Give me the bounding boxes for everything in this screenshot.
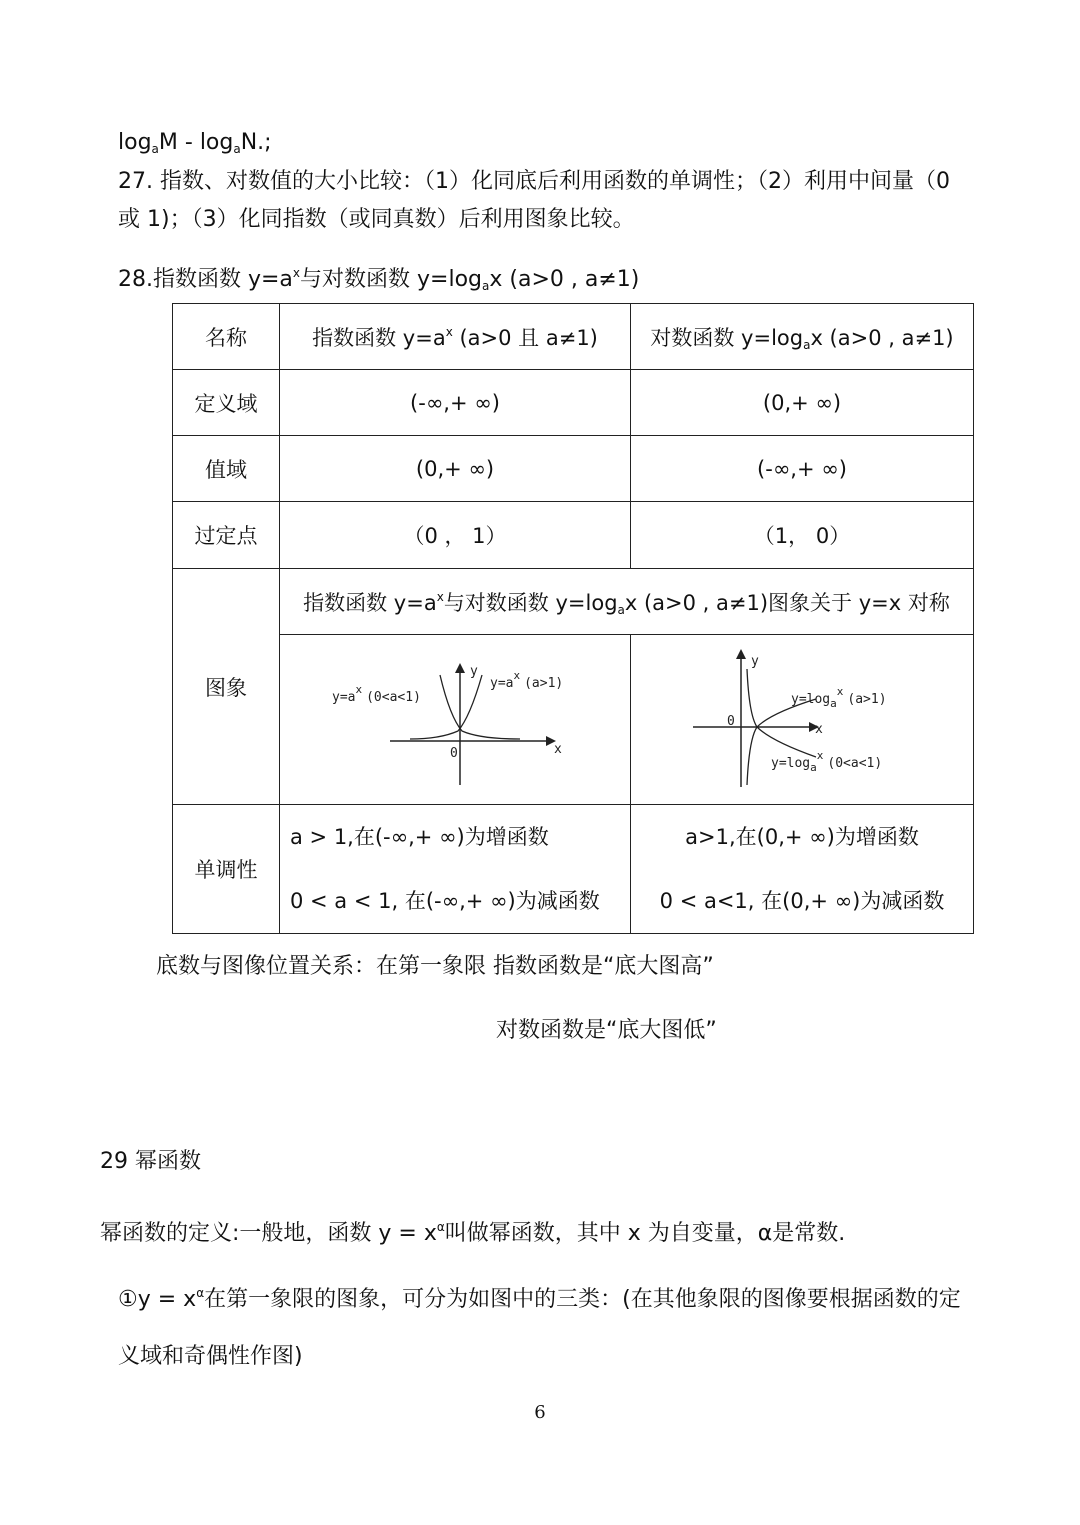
y-arrow-icon xyxy=(736,649,746,659)
label-upper: $y=\log_a^x(a>1)$ xyxy=(791,685,887,710)
symmetry-note: 指数函数 $y=a^x$与对数函数 $y=\log_ax$ (a>0 , a≠1)图象关于 y=x 对称 xyxy=(280,569,974,635)
item29-definition: 幂函数的定义:一般地，函数 $y = x^\alpha$叫做幂函数，其中 x 为自变量，α是常数. xyxy=(100,1220,846,1246)
label-left: $y=a^x(0<a<1)$ xyxy=(332,683,421,705)
curve-increasing xyxy=(747,699,816,785)
item29-point1: ①y = $x^\alpha$在第一象限的图象，可分为如图中的三类：(在其他象限的图像要根据函数的定 xyxy=(118,1286,961,1312)
y-label: y xyxy=(751,654,759,669)
y-arrow-icon xyxy=(455,663,465,673)
origin-label: 0 xyxy=(727,714,735,729)
exp-graph-cell xyxy=(280,635,631,805)
row-exp-value: (0,+ ∞) xyxy=(280,436,631,502)
item27-line1: 27. 指数、对数值的大小比较：（1）化同底后利用函数的单调性；（2）利用中间量（0 xyxy=(118,169,950,194)
formula-line: $\log_aM - \log_aN$.; xyxy=(118,130,272,156)
item29-title: 29 幂函数 xyxy=(100,1149,201,1174)
table-row xyxy=(173,370,974,436)
row-label: 值域 xyxy=(173,436,280,502)
y-label: y xyxy=(470,664,478,679)
row-log-value: (-∞,+ ∞) xyxy=(631,436,974,502)
header-log: 对数函数 $y=\log_ax$ (a>0 , a≠1) xyxy=(631,304,974,370)
table-row xyxy=(173,502,974,569)
mono-label: 单调性 xyxy=(173,805,280,934)
x-label: x xyxy=(815,722,823,737)
header-name: 名称 xyxy=(173,304,280,370)
row-exp-value: (-∞,+ ∞) xyxy=(280,370,631,436)
item29-point1-line2: 义域和奇偶性作图) xyxy=(118,1344,303,1369)
mono-exp: a > 1,在(-∞,+ ∞)为增函数 0 < a < 1, 在(-∞,+ ∞)为减函数 xyxy=(280,805,631,934)
curve-increasing xyxy=(410,675,482,739)
base-relation-line1: 底数与图像位置关系：在第一象限 指数函数是“底大图高” xyxy=(156,954,714,979)
function-comparison-table xyxy=(172,303,974,934)
row-log-value: （1， 0） xyxy=(631,502,974,569)
log-graph-cell xyxy=(631,635,974,805)
row-label: 过定点 xyxy=(173,502,280,569)
exp-graph xyxy=(280,635,630,799)
row-log-value: (0,+ ∞) xyxy=(631,370,974,436)
row-label: 定义域 xyxy=(173,370,280,436)
mono-log: a>1,在(0,+ ∞)为增函数 0 < a<1, 在(0,+ ∞)为减函数 xyxy=(631,805,974,934)
log-graph xyxy=(631,635,973,799)
x-label: x xyxy=(554,742,562,757)
origin-label: 0 xyxy=(450,746,458,761)
base-relation-line2: 对数函数是“底大图低” xyxy=(496,1018,717,1043)
table-row xyxy=(173,436,974,502)
header-exp: 指数函数 $y=a^x$ (a>0 且 a≠1) xyxy=(280,304,631,370)
label-right: $y=a^x(a>1)$ xyxy=(490,669,564,691)
item27-line2: 或 1)；（3）化同指数（或同真数）后利用图象比较。 xyxy=(118,207,635,232)
page-number: 6 xyxy=(534,1402,546,1423)
graph-label: 图象 xyxy=(173,569,280,805)
label-lower: $y=\log_a^x(0<a<1)$ xyxy=(771,749,883,774)
curve-decreasing xyxy=(747,669,816,757)
item28-heading: 28.指数函数 $y=a^x$与对数函数 $y=\log_ax$ (a>0 , a≠1) xyxy=(118,266,640,293)
row-exp-value: （0 ， 1） xyxy=(280,502,631,569)
